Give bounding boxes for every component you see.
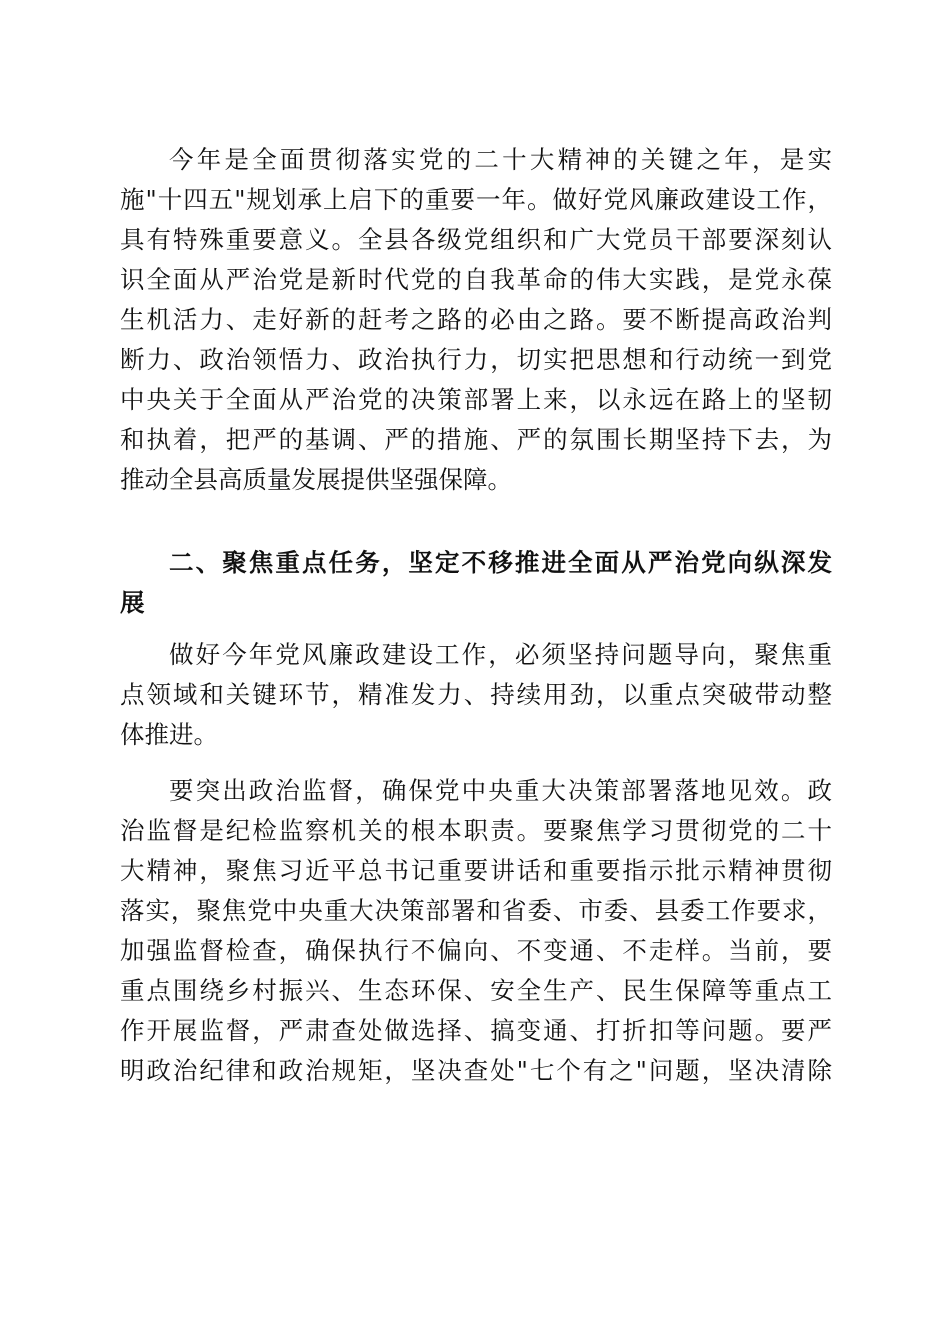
paragraph-1 [120, 140, 832, 500]
paragraph-line: 推动全县高质量发展提供坚强保障。 [120, 465, 512, 494]
paragraph-line: 和执着，把严的基调、严的措施、严的氛围长期坚持下去，为 [120, 425, 832, 454]
paragraph-line: 点领域和关键环节，精准发力、持续用劲，以重点突破带动整 [120, 680, 832, 709]
paragraph-line: 作开展监督，严肃查处做选择、搞变通、打折扣等问题。要严 [120, 1016, 832, 1045]
heading-line: 展 [120, 588, 145, 617]
paragraph-line: 要突出政治监督，确保党中央重大决策部署落地见效。政 [169, 776, 832, 805]
paragraph-line: 大精神，聚焦习近平总书记重要讲话和重要指示批示精神贯彻 [120, 856, 832, 885]
heading-line: 二、聚焦重点任务，坚定不移推进全面从严治党向纵深发 [169, 548, 832, 577]
paragraph-line: 重点围绕乡村振兴、生态环保、安全生产、民生保障等重点工 [120, 976, 832, 1005]
paragraph-line: 体推进。 [120, 720, 218, 749]
paragraph-line: 具有特殊重要意义。全县各级党组织和广大党员干部要深刻认 [120, 225, 832, 254]
paragraph-3 [120, 771, 832, 1091]
paragraph-line: 治监督是纪检监察机关的根本职责。要聚焦学习贯彻党的二十 [120, 816, 832, 845]
paragraph-line: 识全面从严治党是新时代党的自我革命的伟大实践，是党永葆 [120, 265, 832, 294]
paragraph-line: 生机活力、走好新的赶考之路的必由之路。要不断提高政治判 [120, 305, 832, 334]
section-heading [120, 543, 832, 623]
paragraph-line: 断力、政治领悟力、政治执行力，切实把思想和行动统一到党 [120, 345, 832, 374]
paragraph-line: 加强监督检查，确保执行不偏向、不变通、不走样。当前，要 [120, 936, 832, 965]
paragraph-line: 中央关于全面从严治党的决策部署上来，以永远在路上的坚韧 [120, 385, 832, 414]
paragraph-line: 施"十四五"规划承上启下的重要一年。做好党风廉政建设工作， [120, 185, 832, 214]
paragraph-line: 今年是全面贯彻落实党的二十大精神的关键之年，是实 [169, 145, 832, 174]
paragraph-2 [120, 635, 832, 755]
paragraph-line: 做好今年党风廉政建设工作，必须坚持问题导向，聚焦重 [169, 640, 832, 669]
paragraph-line: 明政治纪律和政治规矩，坚决查处"七个有之"问题，坚决清除 [120, 1056, 832, 1085]
paragraph-line: 落实，聚焦党中央重大决策部署和省委、市委、县委工作要求， [120, 896, 832, 925]
